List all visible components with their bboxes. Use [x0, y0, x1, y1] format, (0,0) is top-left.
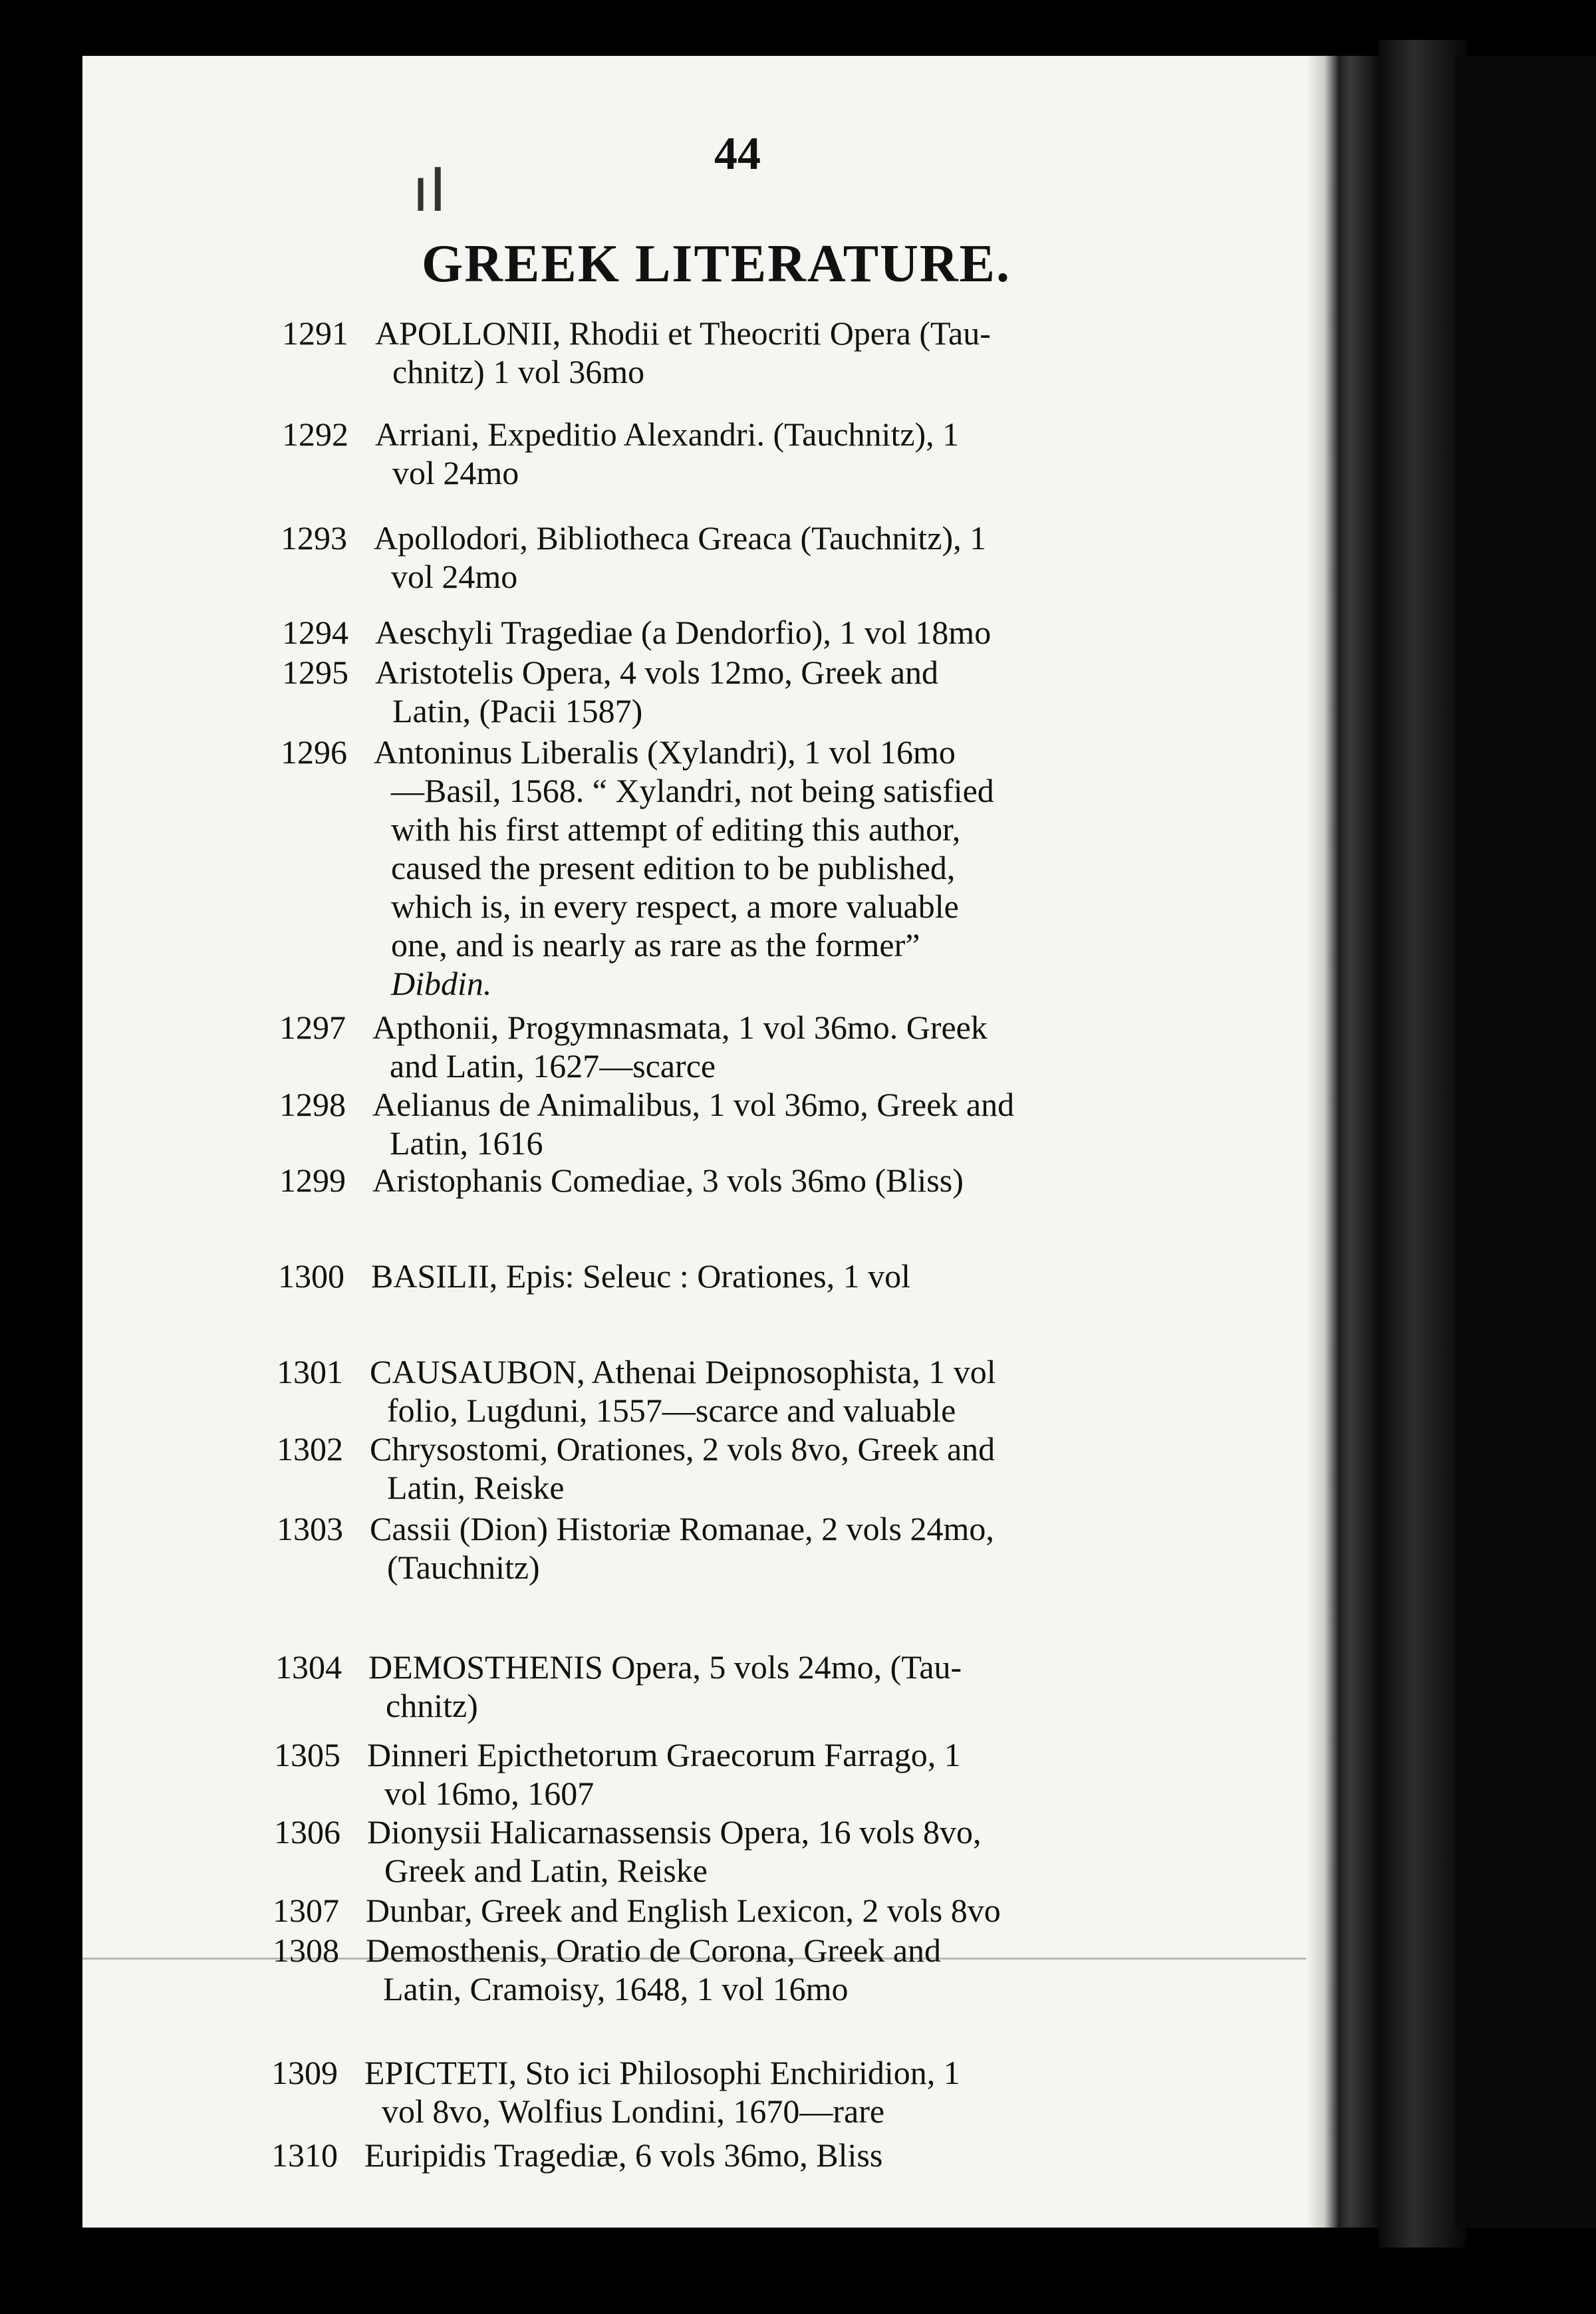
entry-number: 1303	[277, 1510, 343, 1547]
entry-number: 1291	[282, 315, 348, 352]
entry-line: one, and is nearly as rare as the former”	[391, 926, 920, 964]
entry-number: 1296	[281, 733, 347, 771]
entry-line: —Basil, 1568. “ Xylandri, not being satisfied	[391, 772, 994, 809]
entry-line: Dibdin.	[391, 965, 492, 1002]
entry-number: 1306	[274, 1813, 340, 1851]
book-spine	[1455, 56, 1596, 2228]
entry-line: chnitz) 1 vol 36mo	[392, 353, 645, 390]
section-heading: GREEK LITERATURE.	[422, 235, 1011, 293]
entry-line: BASILII, Epis: Seleuc : Orationes, 1 vol	[371, 1257, 910, 1295]
entry-number: 1307	[273, 1892, 339, 1929]
entry-number: 1304	[275, 1648, 342, 1686]
page-shadow	[1379, 40, 1466, 2248]
entry-line: Aelianus de Animalibus, 1 vol 36mo, Greek and	[372, 1086, 1015, 1123]
entry-line: and Latin, 1627—scarce	[390, 1047, 716, 1085]
entry-line: Dionysii Halicarnassensis Opera, 16 vols 8vo,	[367, 1813, 982, 1851]
entry-line: vol 16mo, 1607	[384, 1775, 595, 1812]
entry-line: Antoninus Liberalis (Xylandri), 1 vol 16mo	[374, 733, 956, 771]
entry-line: chnitz)	[386, 1687, 478, 1724]
entry-number: 1299	[279, 1162, 346, 1199]
entry-number: 1298	[279, 1086, 346, 1123]
entry-number: 1301	[277, 1353, 343, 1390]
entry-number: 1295	[282, 654, 348, 691]
entry-number: 1308	[273, 1932, 339, 1969]
entry-line: folio, Lugduni, 1557—scarce and valuable	[387, 1392, 956, 1429]
entry-line: Aristophanis Comediae, 3 vols 36mo (Bliss)	[372, 1162, 964, 1199]
entry-number: 1300	[278, 1257, 344, 1295]
entry-number: 1292	[282, 416, 348, 453]
entry-line: Latin, 1616	[390, 1124, 543, 1162]
entry-line: vol 24mo	[392, 454, 519, 491]
entry-line: which is, in every respect, a more valuable	[391, 888, 959, 925]
page-number: 44	[714, 128, 761, 180]
entry-number: 1310	[271, 2136, 338, 2174]
entry-line: Apollodori, Bibliotheca Greaca (Tauchnitz), 1	[374, 519, 987, 557]
entry-line: Apthonii, Progymnasmata, 1 vol 36mo. Greek	[372, 1009, 988, 1046]
entry-line: (Tauchnitz)	[387, 1549, 540, 1586]
entry-line: Arriani, Expeditio Alexandri. (Tauchnitz), 1	[375, 416, 960, 453]
entry-number: 1297	[279, 1009, 346, 1046]
entry-number: 1302	[277, 1430, 343, 1468]
entry-line: Latin, (Pacii 1587)	[392, 692, 643, 729]
entry-number: 1305	[274, 1736, 340, 1773]
entry-line: vol 24mo	[391, 558, 518, 595]
entry-number: 1293	[281, 519, 347, 557]
entry-number: 1309	[271, 2054, 338, 2091]
entry-line: vol 8vo, Wolfius Londini, 1670—rare	[382, 2093, 885, 2130]
catalogue-page	[82, 56, 1379, 2228]
entry-line: CAUSAUBON, Athenai Deipnosophista, 1 vol	[370, 1353, 996, 1390]
entry-line: DEMOSTHENIS Opera, 5 vols 24mo, (Tau-	[368, 1648, 962, 1686]
entry-line: Aristotelis Opera, 4 vols 12mo, Greek and	[375, 654, 939, 691]
entry-line: Dinneri Epicthetorum Graecorum Farrago, 1	[367, 1736, 961, 1773]
entry-line: Demosthenis, Oratio de Corona, Greek and	[366, 1932, 942, 1969]
entry-line: EPICTETI, Sto ici Philosophi Enchiridion, 1	[364, 2054, 960, 2091]
entry-line: with his first attempt of editing this author,	[391, 811, 961, 848]
torn-page-edge	[1306, 56, 1379, 2228]
entry-line: Chrysostomi, Orationes, 2 vols 8vo, Greek and	[370, 1430, 996, 1468]
entry-line: Dunbar, Greek and English Lexicon, 2 vols 8vo	[366, 1892, 1001, 1929]
pencil-mark: ıI	[412, 156, 447, 225]
entry-line: Latin, Cramoisy, 1648, 1 vol 16mo	[383, 1970, 849, 2007]
entry-line: Euripidis Tragediæ, 6 vols 36mo, Bliss	[364, 2136, 883, 2174]
entry-line: Cassii (Dion) Historiæ Romanae, 2 vols 24mo,	[370, 1510, 994, 1547]
entry-line: caused the present edition to be published,	[391, 849, 956, 886]
entry-line: Aeschyli Tragediae (a Dendorfio), 1 vol 18mo	[375, 614, 992, 651]
entry-line: APOLLONII, Rhodii et Theocriti Opera (Tau-	[375, 315, 991, 352]
entry-line: Greek and Latin, Reiske	[384, 1852, 708, 1889]
entry-number: 1294	[282, 614, 348, 651]
entry-line: Latin, Reiske	[387, 1469, 565, 1506]
